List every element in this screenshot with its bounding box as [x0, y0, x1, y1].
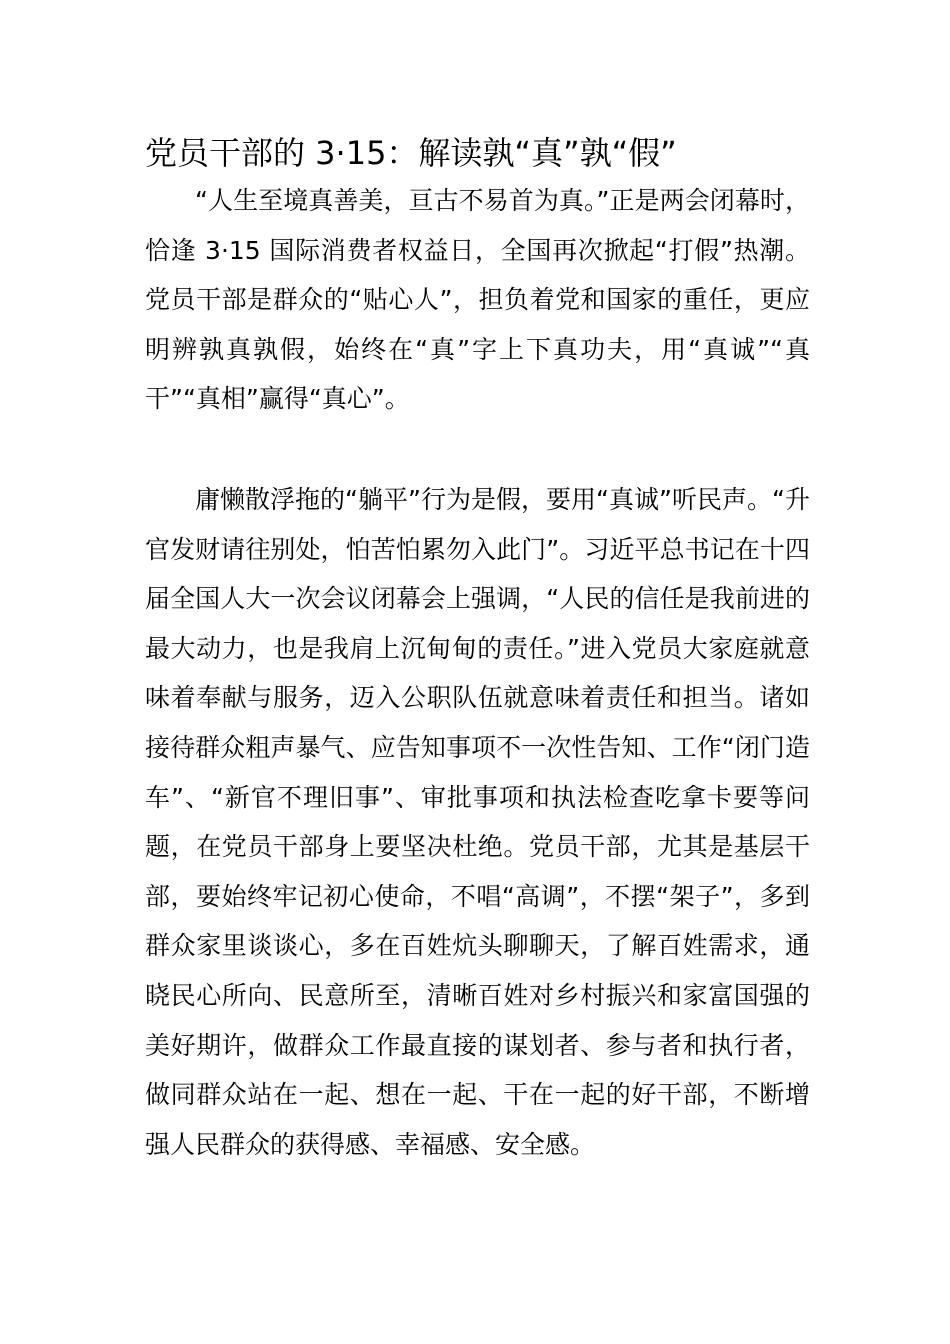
paragraph-2: 庸懒散浮拖的“躺平”行为是假，要用“真诚”听民声。“升官发财请往别处，怕苦怕累勿入此门”。习近平总书记在十四届全国人大一次会议闭幕会上强调，“人民的信任是我前进的最大动力，也是我肩上沉甸甸的责任。”进入党员大家庭就意味着奉献与服务，迈入公职队伍就意味着责任和担当。诸如接待群众粗声暴气、应告知事项不一次性告知、工作“闭门造车”、“新官不理旧事”、审批事项和执法检查吃拿卡要等问题，在党员干部身上要坚决杜绝。党员干部，尤其是基层干部，要始终牢记初心使命，不唱“高调”，不摆“架子”，多到群众家里谈谈心，多在百姓炕头聊聊天，了解百姓需求，通晓民心所向、民意所至，清晰百姓对乡村振兴和家富国强的美好期许，做群众工作最直接的谋划者、参与者和执行者，做同群众站在一起、想在一起、干在一起的好干部，不断增强人民群众的获得感、幸福感、安全感。 — [145, 485, 810, 1159]
document-title: 党员干部的 3·15：解读孰“真”孰“假” — [145, 134, 677, 172]
paragraph-1: “人生至境真善美，亘古不易首为真。”正是两会闭幕时，恰逢 3·15 国际消费者权益日，全国再次掀起“打假”热潮。党员干部是群众的“贴心人”，担负着党和国家的重任，更应明辨孰真孰假，始终在“真”字上下真功夫，用“真诚”“真干”“真相”赢得“真心”。 — [145, 186, 810, 414]
